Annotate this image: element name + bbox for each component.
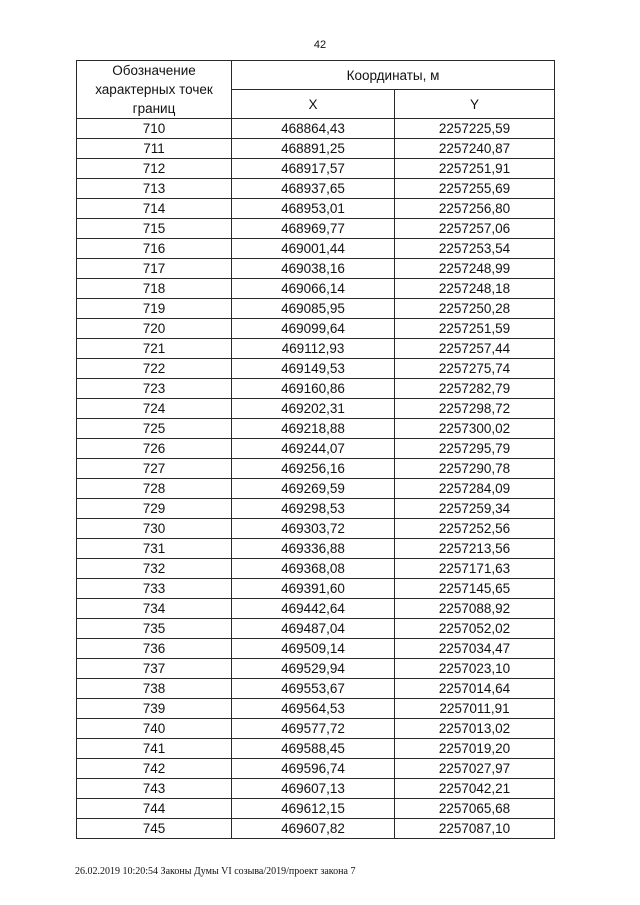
y-coordinate-cell: 2257300,02 — [395, 419, 555, 439]
point-id-cell: 725 — [77, 419, 232, 439]
table-row — [77, 579, 555, 599]
x-coordinate-cell: 469099,64 — [232, 319, 395, 339]
table-row — [77, 239, 555, 259]
y-coordinate-cell: 2257240,87 — [395, 139, 555, 159]
point-id-cell: 732 — [77, 559, 232, 579]
y-coordinate-cell: 2257088,92 — [395, 599, 555, 619]
point-id-cell: 724 — [77, 399, 232, 419]
y-coordinate-cell: 2257290,78 — [395, 459, 555, 479]
table-row — [77, 399, 555, 419]
x-coordinate-cell: 469564,53 — [232, 699, 395, 719]
x-coordinate-cell: 469553,67 — [232, 679, 395, 699]
table-row — [77, 739, 555, 759]
page-number: 42 — [313, 39, 327, 51]
point-id-cell: 723 — [77, 379, 232, 399]
point-id-cell: 743 — [77, 779, 232, 799]
y-coordinate-cell: 2257248,18 — [395, 279, 555, 299]
point-id-cell: 721 — [77, 339, 232, 359]
y-coordinate-cell: 2257013,02 — [395, 719, 555, 739]
table-row — [77, 439, 555, 459]
x-coordinate-cell: 469442,64 — [232, 599, 395, 619]
point-id-cell: 715 — [77, 219, 232, 239]
header-coordinates: Координаты, м — [232, 61, 555, 90]
y-coordinate-cell: 2257042,21 — [395, 779, 555, 799]
y-coordinate-cell: 2257257,06 — [395, 219, 555, 239]
table-row — [77, 619, 555, 639]
x-coordinate-cell: 469509,14 — [232, 639, 395, 659]
point-id-cell: 736 — [77, 639, 232, 659]
point-id-cell: 745 — [77, 819, 232, 839]
table-row — [77, 159, 555, 179]
x-coordinate-cell: 469588,45 — [232, 739, 395, 759]
table-body — [77, 119, 555, 839]
table-row — [77, 719, 555, 739]
table-row — [77, 119, 555, 139]
y-coordinate-cell: 2257248,99 — [395, 259, 555, 279]
point-id-cell: 735 — [77, 619, 232, 639]
table-row — [77, 539, 555, 559]
table-row — [77, 799, 555, 819]
table-row — [77, 199, 555, 219]
table-row — [77, 359, 555, 379]
x-coordinate-cell: 469085,95 — [232, 299, 395, 319]
point-id-cell: 717 — [77, 259, 232, 279]
point-id-cell: 718 — [77, 279, 232, 299]
y-coordinate-cell: 2257250,28 — [395, 299, 555, 319]
point-id-cell: 741 — [77, 739, 232, 759]
point-id-cell: 710 — [77, 119, 232, 139]
x-coordinate-cell: 469202,31 — [232, 399, 395, 419]
x-coordinate-cell: 469269,59 — [232, 479, 395, 499]
y-coordinate-cell: 2257252,56 — [395, 519, 555, 539]
table-row — [77, 419, 555, 439]
point-id-cell: 739 — [77, 699, 232, 719]
y-coordinate-cell: 2257065,68 — [395, 799, 555, 819]
table-row — [77, 639, 555, 659]
y-coordinate-cell: 2257052,02 — [395, 619, 555, 639]
x-coordinate-cell: 469368,08 — [232, 559, 395, 579]
header-y: Y — [395, 90, 555, 119]
point-id-cell: 716 — [77, 239, 232, 259]
y-coordinate-cell: 2257251,91 — [395, 159, 555, 179]
y-coordinate-cell: 2257251,59 — [395, 319, 555, 339]
point-id-cell: 733 — [77, 579, 232, 599]
table-row — [77, 139, 555, 159]
x-coordinate-cell: 469596,74 — [232, 759, 395, 779]
x-coordinate-cell: 469160,86 — [232, 379, 395, 399]
header-point-designation: Обозначение характерных точек границ — [77, 61, 232, 119]
table-row — [77, 559, 555, 579]
x-coordinate-cell: 469112,93 — [232, 339, 395, 359]
y-coordinate-cell: 2257255,69 — [395, 179, 555, 199]
table-row — [77, 519, 555, 539]
point-id-cell: 740 — [77, 719, 232, 739]
point-id-cell: 714 — [77, 199, 232, 219]
y-coordinate-cell: 2257087,10 — [395, 819, 555, 839]
table-row — [77, 479, 555, 499]
y-coordinate-cell: 2257257,44 — [395, 339, 555, 359]
point-id-cell: 734 — [77, 599, 232, 619]
point-id-cell: 713 — [77, 179, 232, 199]
point-id-cell: 728 — [77, 479, 232, 499]
x-coordinate-cell: 468969,77 — [232, 219, 395, 239]
x-coordinate-cell: 469487,04 — [232, 619, 395, 639]
table-row — [77, 499, 555, 519]
x-coordinate-cell: 469298,53 — [232, 499, 395, 519]
footer-stamp: 26.02.2019 10:20:54 Законы Думы VI созыва/2019/проект закона 7 — [75, 866, 356, 877]
point-id-cell: 722 — [77, 359, 232, 379]
y-coordinate-cell: 2257225,59 — [395, 119, 555, 139]
x-coordinate-cell: 469303,72 — [232, 519, 395, 539]
y-coordinate-cell: 2257295,79 — [395, 439, 555, 459]
table-row — [77, 219, 555, 239]
y-coordinate-cell: 2257027,97 — [395, 759, 555, 779]
y-coordinate-cell: 2257253,54 — [395, 239, 555, 259]
table-row — [77, 599, 555, 619]
y-coordinate-cell: 2257213,56 — [395, 539, 555, 559]
table-header — [77, 61, 555, 119]
x-coordinate-cell: 469391,60 — [232, 579, 395, 599]
x-coordinate-cell: 469218,88 — [232, 419, 395, 439]
point-id-cell: 731 — [77, 539, 232, 559]
y-coordinate-cell: 2257275,74 — [395, 359, 555, 379]
coordinates-table — [76, 60, 555, 839]
point-id-cell: 729 — [77, 499, 232, 519]
x-coordinate-cell: 469001,44 — [232, 239, 395, 259]
table-row — [77, 759, 555, 779]
y-coordinate-cell: 2257034,47 — [395, 639, 555, 659]
table-row — [77, 379, 555, 399]
y-coordinate-cell: 2257298,72 — [395, 399, 555, 419]
point-id-cell: 727 — [77, 459, 232, 479]
y-coordinate-cell: 2257284,09 — [395, 479, 555, 499]
header-x: X — [232, 90, 395, 119]
table-row — [77, 179, 555, 199]
table-row — [77, 819, 555, 839]
point-id-cell: 738 — [77, 679, 232, 699]
table-row — [77, 299, 555, 319]
table-row — [77, 319, 555, 339]
x-coordinate-cell: 469607,13 — [232, 779, 395, 799]
x-coordinate-cell: 469038,16 — [232, 259, 395, 279]
x-coordinate-cell: 469066,14 — [232, 279, 395, 299]
x-coordinate-cell: 469529,94 — [232, 659, 395, 679]
point-id-cell: 726 — [77, 439, 232, 459]
y-coordinate-cell: 2257145,65 — [395, 579, 555, 599]
y-coordinate-cell: 2257023,10 — [395, 659, 555, 679]
point-id-cell: 744 — [77, 799, 232, 819]
point-id-cell: 719 — [77, 299, 232, 319]
table-row — [77, 659, 555, 679]
x-coordinate-cell: 468891,25 — [232, 139, 395, 159]
y-coordinate-cell: 2257256,80 — [395, 199, 555, 219]
y-coordinate-cell: 2257171,63 — [395, 559, 555, 579]
table-row — [77, 259, 555, 279]
table-row — [77, 459, 555, 479]
point-id-cell: 712 — [77, 159, 232, 179]
x-coordinate-cell: 468953,01 — [232, 199, 395, 219]
x-coordinate-cell: 469607,82 — [232, 819, 395, 839]
y-coordinate-cell: 2257259,34 — [395, 499, 555, 519]
table-row — [77, 679, 555, 699]
y-coordinate-cell: 2257282,79 — [395, 379, 555, 399]
x-coordinate-cell: 469149,53 — [232, 359, 395, 379]
point-id-cell: 730 — [77, 519, 232, 539]
x-coordinate-cell: 469336,88 — [232, 539, 395, 559]
x-coordinate-cell: 468917,57 — [232, 159, 395, 179]
y-coordinate-cell: 2257011,91 — [395, 699, 555, 719]
point-id-cell: 742 — [77, 759, 232, 779]
point-id-cell: 737 — [77, 659, 232, 679]
table-row — [77, 339, 555, 359]
table-row — [77, 699, 555, 719]
y-coordinate-cell: 2257019,20 — [395, 739, 555, 759]
x-coordinate-cell: 468864,43 — [232, 119, 395, 139]
table-row — [77, 279, 555, 299]
x-coordinate-cell: 469612,15 — [232, 799, 395, 819]
x-coordinate-cell: 469577,72 — [232, 719, 395, 739]
x-coordinate-cell: 469244,07 — [232, 439, 395, 459]
table-row — [77, 779, 555, 799]
x-coordinate-cell: 469256,16 — [232, 459, 395, 479]
point-id-cell: 720 — [77, 319, 232, 339]
x-coordinate-cell: 468937,65 — [232, 179, 395, 199]
y-coordinate-cell: 2257014,64 — [395, 679, 555, 699]
point-id-cell: 711 — [77, 139, 232, 159]
